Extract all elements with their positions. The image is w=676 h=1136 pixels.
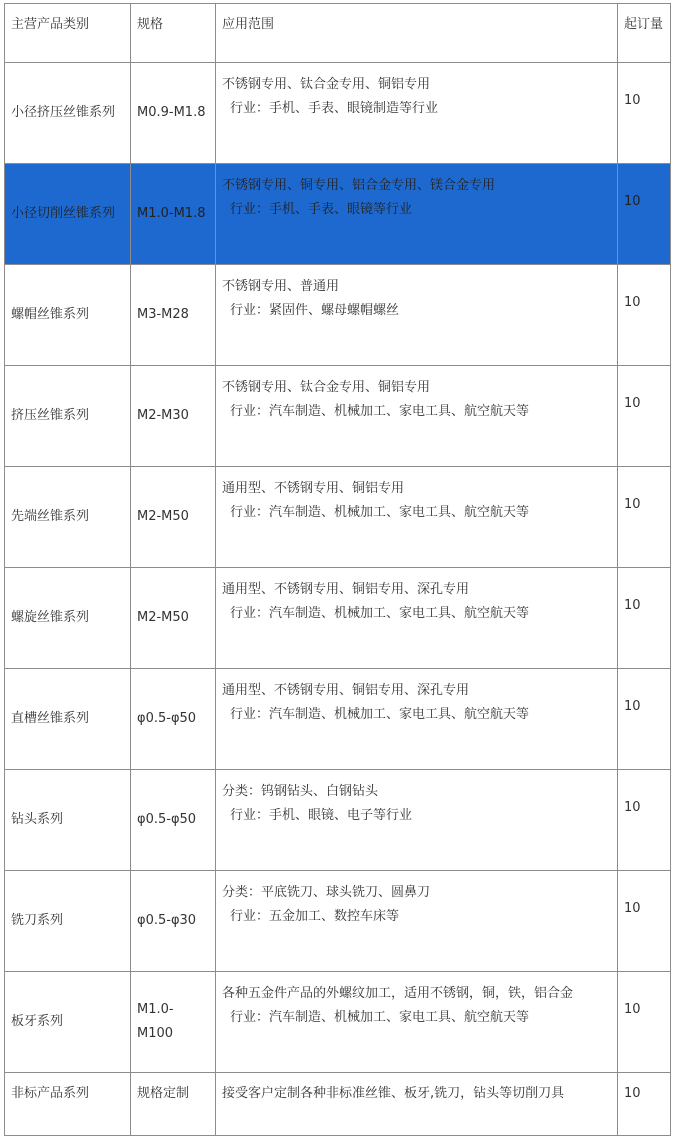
cell-moq: 10 xyxy=(618,366,671,467)
usage-line1: 不锈钢专用、铜专用、铝合金专用、镁合金专用 xyxy=(222,178,496,193)
cell-spec: M1.0-M100 xyxy=(131,972,216,1073)
usage-line1: 不锈钢专用、普通用 xyxy=(222,279,340,294)
cell-usage xyxy=(216,63,618,164)
usage-line1: 通用型、不锈钢专用、铜铝专用 xyxy=(222,481,405,496)
cell-moq: 10 xyxy=(618,669,671,770)
cell-usage xyxy=(216,770,618,871)
cell-category: 小径切削丝锥系列 xyxy=(5,164,131,265)
header-usage: 应用范围 xyxy=(216,4,618,63)
table-row[interactable] xyxy=(5,568,671,669)
cell-spec: M2-M50 xyxy=(131,467,216,568)
usage-line2: 行业：紧固件、螺母螺帽螺丝 xyxy=(230,303,400,318)
cell-category: 铣刀系列 xyxy=(5,871,131,972)
cell-spec: M2-M50 xyxy=(131,568,216,669)
cell-moq: 10 xyxy=(618,568,671,669)
table-header-row xyxy=(5,4,671,63)
table-row[interactable] xyxy=(5,467,671,568)
table-row-selected[interactable] xyxy=(5,164,671,265)
cell-usage xyxy=(216,871,618,972)
cell-moq: 10 xyxy=(618,770,671,871)
cell-usage: 接受客户定制各种非标准丝锥、板牙,铣刀，钻头等切削刀具 xyxy=(216,1073,618,1136)
usage-line2: 行业：汽车制造、机械加工、家电工具、航空航天等 xyxy=(230,404,530,419)
table-row[interactable] xyxy=(5,871,671,972)
usage-line2: 行业：汽车制造、机械加工、家电工具、航空航天等 xyxy=(230,1010,530,1025)
table-row[interactable] xyxy=(5,1073,671,1136)
cell-moq: 10 xyxy=(618,164,671,265)
cell-spec: M3-M28 xyxy=(131,265,216,366)
cell-moq: 10 xyxy=(618,265,671,366)
cell-moq: 10 xyxy=(618,467,671,568)
cell-usage xyxy=(216,669,618,770)
cell-category: 板牙系列 xyxy=(5,972,131,1073)
cell-spec: M2-M30 xyxy=(131,366,216,467)
cell-spec: φ0.5-φ50 xyxy=(131,669,216,770)
usage-line1: 不锈钢专用、钛合金专用、铜铝专用 xyxy=(222,380,431,395)
cell-usage xyxy=(216,164,618,265)
cell-spec: φ0.5-φ30 xyxy=(131,871,216,972)
cell-category: 小径挤压丝锥系列 xyxy=(5,63,131,164)
usage-line1: 通用型、不锈钢专用、铜铝专用、深孔专用 xyxy=(222,683,470,698)
usage-line1: 各种五金件产品的外螺纹加工，适用不锈钢，铜，铁，铝合金 xyxy=(222,986,574,1001)
cell-category: 挤压丝锥系列 xyxy=(5,366,131,467)
cell-category: 钻头系列 xyxy=(5,770,131,871)
usage-line1: 分类：平底铣刀、球头铣刀、圆鼻刀 xyxy=(222,885,431,900)
table-row[interactable] xyxy=(5,63,671,164)
cell-moq: 10 xyxy=(618,871,671,972)
usage-line2: 行业：五金加工、数控车床等 xyxy=(230,909,400,924)
usage-line2: 行业：手机、眼镜、电子等行业 xyxy=(230,808,413,823)
cell-category: 直槽丝锥系列 xyxy=(5,669,131,770)
usage-line2: 行业：汽车制造、机械加工、家电工具、航空航天等 xyxy=(230,505,530,520)
usage-line1: 分类：钨钢钻头、白钢钻头 xyxy=(222,784,379,799)
usage-line2: 行业：汽车制造、机械加工、家电工具、航空航天等 xyxy=(230,606,530,621)
cell-usage xyxy=(216,467,618,568)
cell-spec: M1.0-M1.8 xyxy=(131,164,216,265)
cell-category: 螺旋丝锥系列 xyxy=(5,568,131,669)
cell-category: 先端丝锥系列 xyxy=(5,467,131,568)
table-row[interactable] xyxy=(5,669,671,770)
cell-category: 螺帽丝锥系列 xyxy=(5,265,131,366)
usage-line2: 行业：手机、手表、眼镜等行业 xyxy=(230,202,413,217)
table-row[interactable] xyxy=(5,972,671,1073)
header-category: 主营产品类别 xyxy=(5,4,131,63)
usage-line1: 不锈钢专用、钛合金专用、铜铝专用 xyxy=(222,77,431,92)
product-table xyxy=(4,3,671,1136)
header-spec: 规格 xyxy=(131,4,216,63)
cell-moq: 10 xyxy=(618,972,671,1073)
table-row[interactable] xyxy=(5,770,671,871)
usage-line2: 行业：手机、手表、眼镜制造等行业 xyxy=(230,101,439,116)
table-row[interactable] xyxy=(5,265,671,366)
cell-usage xyxy=(216,366,618,467)
cell-spec: φ0.5-φ50 xyxy=(131,770,216,871)
usage-line1: 通用型、不锈钢专用、铜铝专用、深孔专用 xyxy=(222,582,470,597)
cell-moq: 10 xyxy=(618,1073,671,1136)
cell-usage xyxy=(216,568,618,669)
cell-usage xyxy=(216,265,618,366)
usage-line2: 行业：汽车制造、机械加工、家电工具、航空航天等 xyxy=(230,707,530,722)
cell-spec: 规格定制 xyxy=(131,1073,216,1136)
cell-moq: 10 xyxy=(618,63,671,164)
table-row[interactable] xyxy=(5,366,671,467)
cell-usage xyxy=(216,972,618,1073)
cell-category: 非标产品系列 xyxy=(5,1073,131,1136)
header-moq: 起订量 xyxy=(618,4,671,63)
cell-spec: M0.9-M1.8 xyxy=(131,63,216,164)
